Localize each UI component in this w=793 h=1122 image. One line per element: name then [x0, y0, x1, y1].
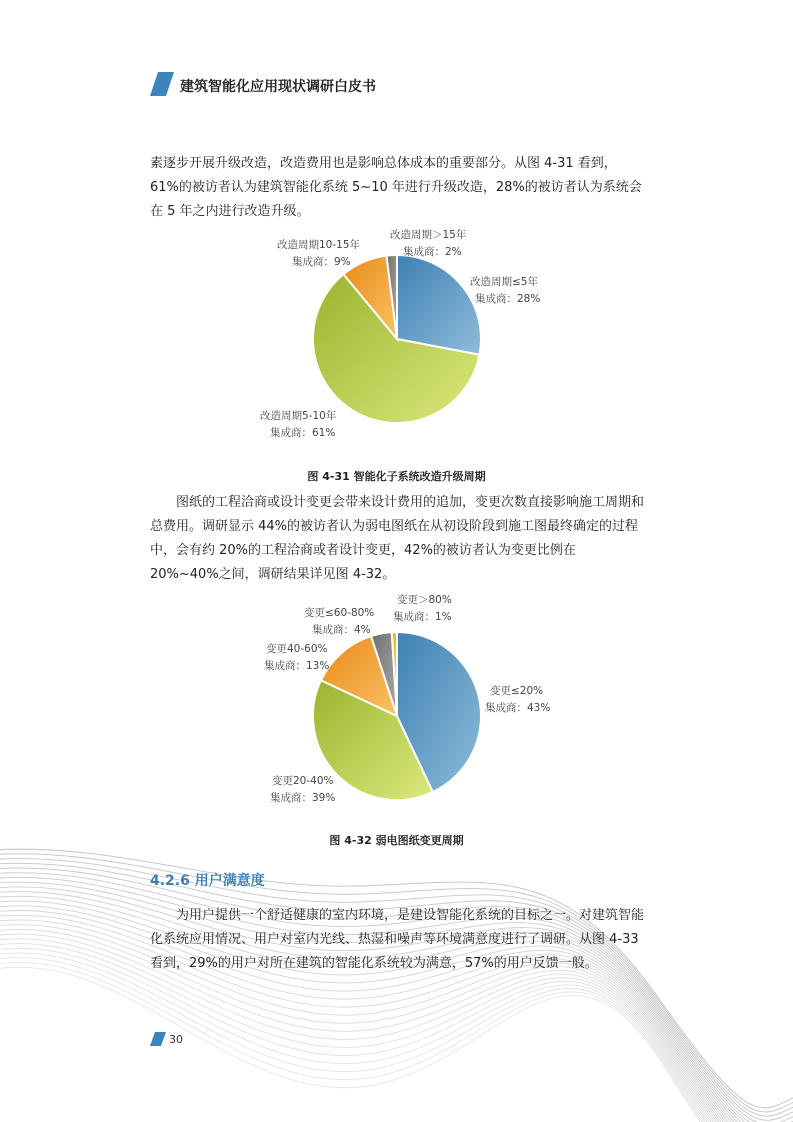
header-title: 建筑智能化应用现状调研白皮书 — [180, 79, 376, 95]
fig32-label-2: 变更20-40% — [272, 775, 334, 787]
paragraph-2-text: 图纸的工程洽商或设计变更会带来设计费用的追加，变更次数直接影响施工周期和总费用。调研显示 44%的被访者认为弱电图纸在从初设阶段到施工图最终确定的过程中，会有约 20%的工程洽商或者设计变更，42%的被访者认为变更比例在 20%~40%之间，调研结果详见图 4-32。 — [150, 495, 645, 582]
fig32-label-3: 变更40-60% — [266, 643, 328, 655]
fig31-slice-1 — [397, 255, 481, 355]
paragraph-3-text: 为用户提供一个舒适健康的室内环境，是建设智能化系统的目标之一。对建筑智能化系统应用情况、用户对室内光线、热湿和噪声等环境满意度进行了调研。从图 4-33 看到，29%的用户对所在建筑的智能化系统较为满意，57%的用户反馈一般。 — [150, 908, 645, 971]
paragraph-2 — [150, 491, 645, 587]
fig32-sublabel-1: 集成商：43% — [485, 702, 551, 714]
fig31-sublabel-3: 集成商：9% — [292, 256, 351, 268]
fig32-label-1: 变更≤20% — [490, 685, 544, 697]
intro-paragraph — [150, 152, 645, 224]
fig32-sublabel-4: 集成商：4% — [312, 624, 371, 636]
figure-4-31-caption: 图 4-31 智能化子系统改造升级周期 — [307, 470, 486, 483]
fig32-sublabel-3: 集成商：13% — [264, 660, 330, 672]
page-footer — [150, 1031, 183, 1050]
fig31-label-4: 改造周期＞15年 — [390, 229, 467, 241]
pie-chart-4-31 — [240, 222, 570, 447]
footer-slash-icon — [150, 1032, 166, 1046]
fig31-sublabel-1: 集成商：28% — [475, 293, 541, 305]
intro-text: 素逐步开展升级改造，改造费用也是影响总体成本的重要部分。从图 4-31 看到，61%的被访者认为建筑智能化系统 5~10 年进行升级改造，28%的被访者认为系统会在 5 年之内进行改造升级。 — [150, 156, 642, 219]
fig31-sublabel-4: 集成商：2% — [403, 246, 462, 258]
fig32-sublabel-5: 集成商：1% — [393, 611, 452, 623]
paragraph-3 — [150, 904, 645, 976]
section-heading: 4.2.6 用户满意度 — [150, 873, 265, 889]
figure-4-32-caption: 图 4-32 弱电图纸变更周期 — [329, 834, 464, 847]
fig31-label-2: 改造周期5-10年 — [260, 410, 337, 422]
fig31-label-3: 改造周期10-15年 — [277, 239, 361, 251]
fig32-sublabel-2: 集成商：39% — [270, 792, 336, 804]
pie-chart-4-32 — [240, 590, 570, 810]
fig31-sublabel-2: 集成商：61% — [270, 427, 336, 439]
fig32-label-4: 变更≤60-80% — [304, 607, 375, 619]
page-number: 30 — [169, 1033, 183, 1046]
header-slash-icon — [150, 72, 174, 96]
fig31-label-1: 改造周期≤5年 — [470, 276, 538, 288]
fig32-label-5: 变更＞80% — [397, 594, 452, 606]
